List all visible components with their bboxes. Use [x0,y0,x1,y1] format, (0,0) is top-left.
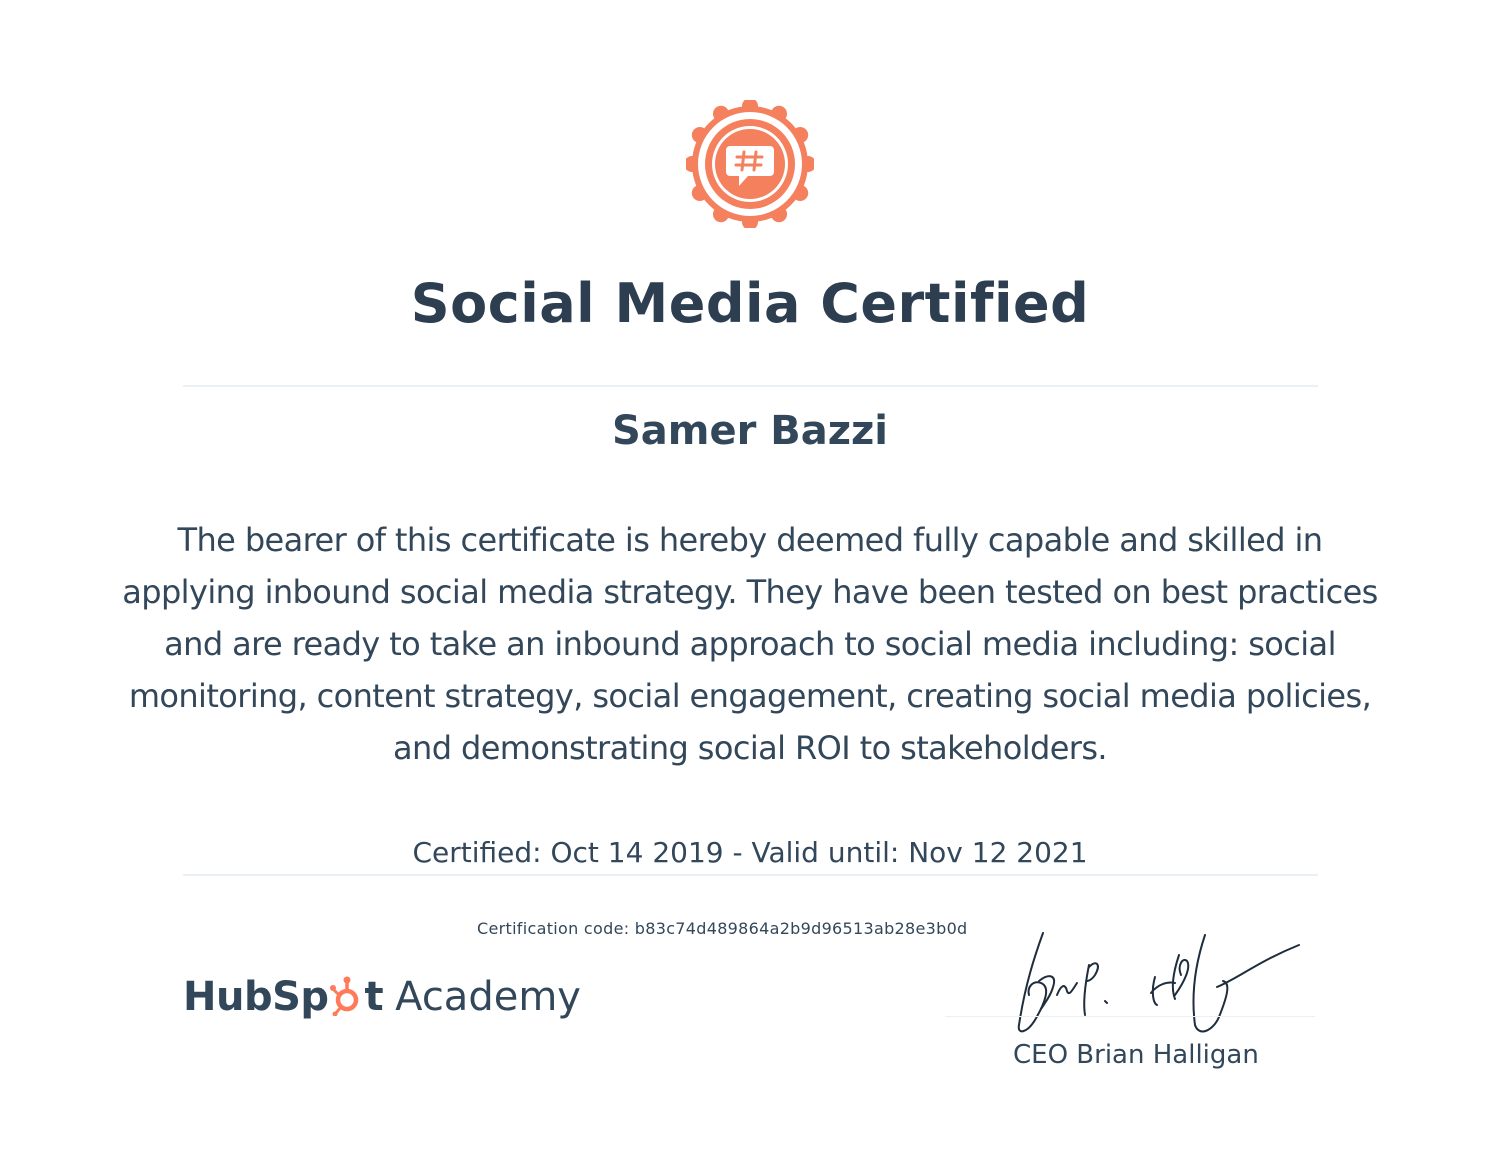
hubspot-academy-logo [183,970,581,1030]
recipient-name: Samer Bazzi [611,408,888,454]
sprocket-icon [330,976,364,1016]
bottom-divider [183,874,1318,876]
logo-academy-text: Academy [395,974,581,1020]
certification-badge-icon [686,100,814,228]
signature-line [945,1016,1315,1017]
certificate-title: Social Media Certified [410,272,1090,335]
certificate-description: The bearer of this certificate is hereby deemed fully capable and skilled in applying inbound social media strategy. They have been tested on best practices and are ready to take an inbound approach to social media including: social monitoring, content strategy, social engagement, creating social media policies, and demonstrating social ROI to stakeholders. [122,521,1378,767]
top-divider [183,385,1318,387]
logo-wordmark-right: t [364,974,384,1020]
logo-wordmark-left: HubSp [183,974,329,1020]
certification-code: Certification code: b83c74d489864a2b9d96513ab28e3b0d [477,919,968,938]
certification-dates: Certified: Oct 14 2019 - Valid until: Nov 12 2021 [412,836,1088,869]
ceo-signature [1005,925,1305,1040]
signer-name: CEO Brian Halligan [1013,1040,1259,1070]
